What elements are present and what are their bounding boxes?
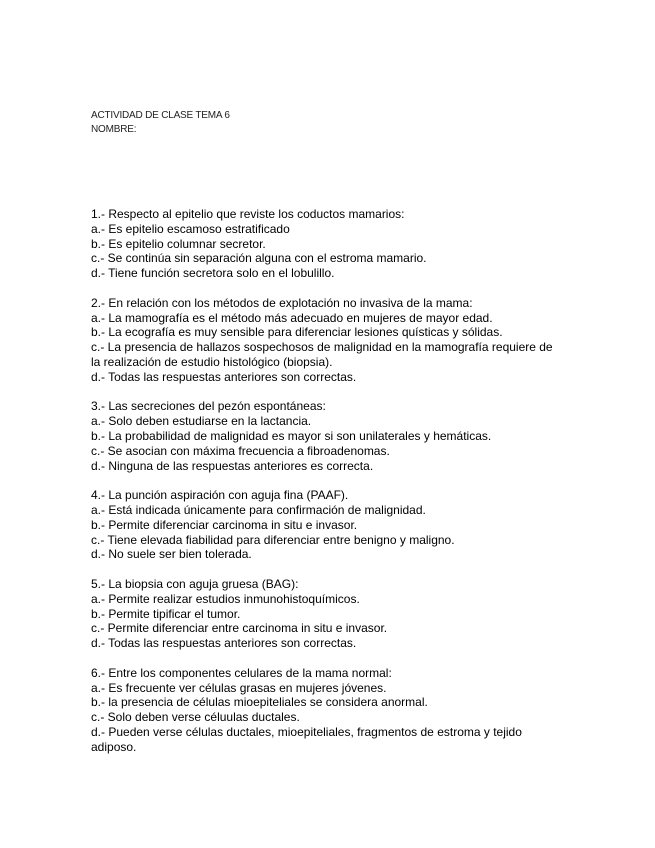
activity-title: ACTIVIDAD DE CLASE TEMA 6 <box>91 110 230 121</box>
question-text: 4.- La punción aspiración con aguja fina (PAAF). <box>91 488 349 503</box>
question-4 <box>91 488 561 562</box>
question-3 <box>91 399 561 473</box>
option-d: d.- Todas las respuestas anteriores son correctas. <box>91 369 357 384</box>
option-c: c.- Tiene elevada fiabilidad para diferenciar entre benigno y maligno. <box>91 532 455 547</box>
option-a: a.- Solo deben estudiarse en la lactancia. <box>91 414 312 429</box>
question-6 <box>91 666 561 755</box>
option-d: d.- No suele ser bien tolerada. <box>91 547 252 562</box>
option-a: a.- Permite realizar estudios inmunohistoquímicos. <box>91 591 360 606</box>
option-b: b.- La probabilidad de malignidad es mayor si son unilaterales y hemáticas. <box>91 428 492 443</box>
option-d: d.- Pueden verse células ductales, mioepiteliales, fragmentos de estroma y tejido adiposo. <box>91 724 522 754</box>
question-2 <box>91 296 561 385</box>
name-field-label: NOMBRE: <box>91 124 137 135</box>
question-text: 5.- La biopsia con aguja gruesa (BAG): <box>91 576 299 591</box>
question-list <box>91 207 561 769</box>
option-b: b.- Permite diferenciar carcinoma in situ e invasor. <box>91 517 358 532</box>
option-b: b.- Permite tipificar el tumor. <box>91 606 241 621</box>
option-d: d.- Tiene función secretora solo en el lobulillo. <box>91 266 335 281</box>
option-d: d.- Ninguna de las respuestas anteriores es correcta. <box>91 458 374 473</box>
option-c: c.- Permite diferenciar entre carcinoma in situ e invasor. <box>91 621 388 636</box>
option-b: b.- la presencia de células mioepiteliales se considera anormal. <box>91 695 428 710</box>
option-c: c.- Se asocian con máxima frecuencia a fibroadenomas. <box>91 443 390 458</box>
option-a: a.- Es frecuente ver células grasas en mujeres jóvenes. <box>91 680 387 695</box>
question-text: 6.- Entre los componentes celulares de la mama normal: <box>91 665 392 680</box>
option-c: c.- Solo deben verse céluulas ductales. <box>91 710 300 725</box>
question-1 <box>91 207 561 281</box>
option-a: a.- La mamografía es el método más adecuado en mujeres de mayor edad. <box>91 310 493 325</box>
question-5 <box>91 577 561 651</box>
question-text: 2.- En relación con los métodos de explotación no invasiva de la mama: <box>91 295 473 310</box>
option-b: b.- La ecografía es muy sensible para diferenciar lesiones quísticas y sólidas. <box>91 325 503 340</box>
option-d: d.- Todas las respuestas anteriores son correctas. <box>91 636 357 651</box>
option-a: a.- Es epitelio escamoso estratificado <box>91 221 290 236</box>
question-text: 1.- Respecto al epitelio que reviste los coductos mamarios: <box>91 207 405 221</box>
option-c: c.- Se continúa sin separación alguna con el estroma mamario. <box>91 251 427 266</box>
option-c: c.- La presencia de hallazos sospechosos de malignidad en la mamografía requiere de la realización de estudio histológico (biopsia). <box>91 340 553 369</box>
option-b: b.- Es epitelio columnar secretor. <box>91 236 266 251</box>
document-header <box>91 109 230 137</box>
option-a: a.- Está indicada únicamente para confirmación de malignidad. <box>91 502 426 517</box>
question-text: 3.- Las secreciones del pezón espontáneas: <box>91 399 326 414</box>
